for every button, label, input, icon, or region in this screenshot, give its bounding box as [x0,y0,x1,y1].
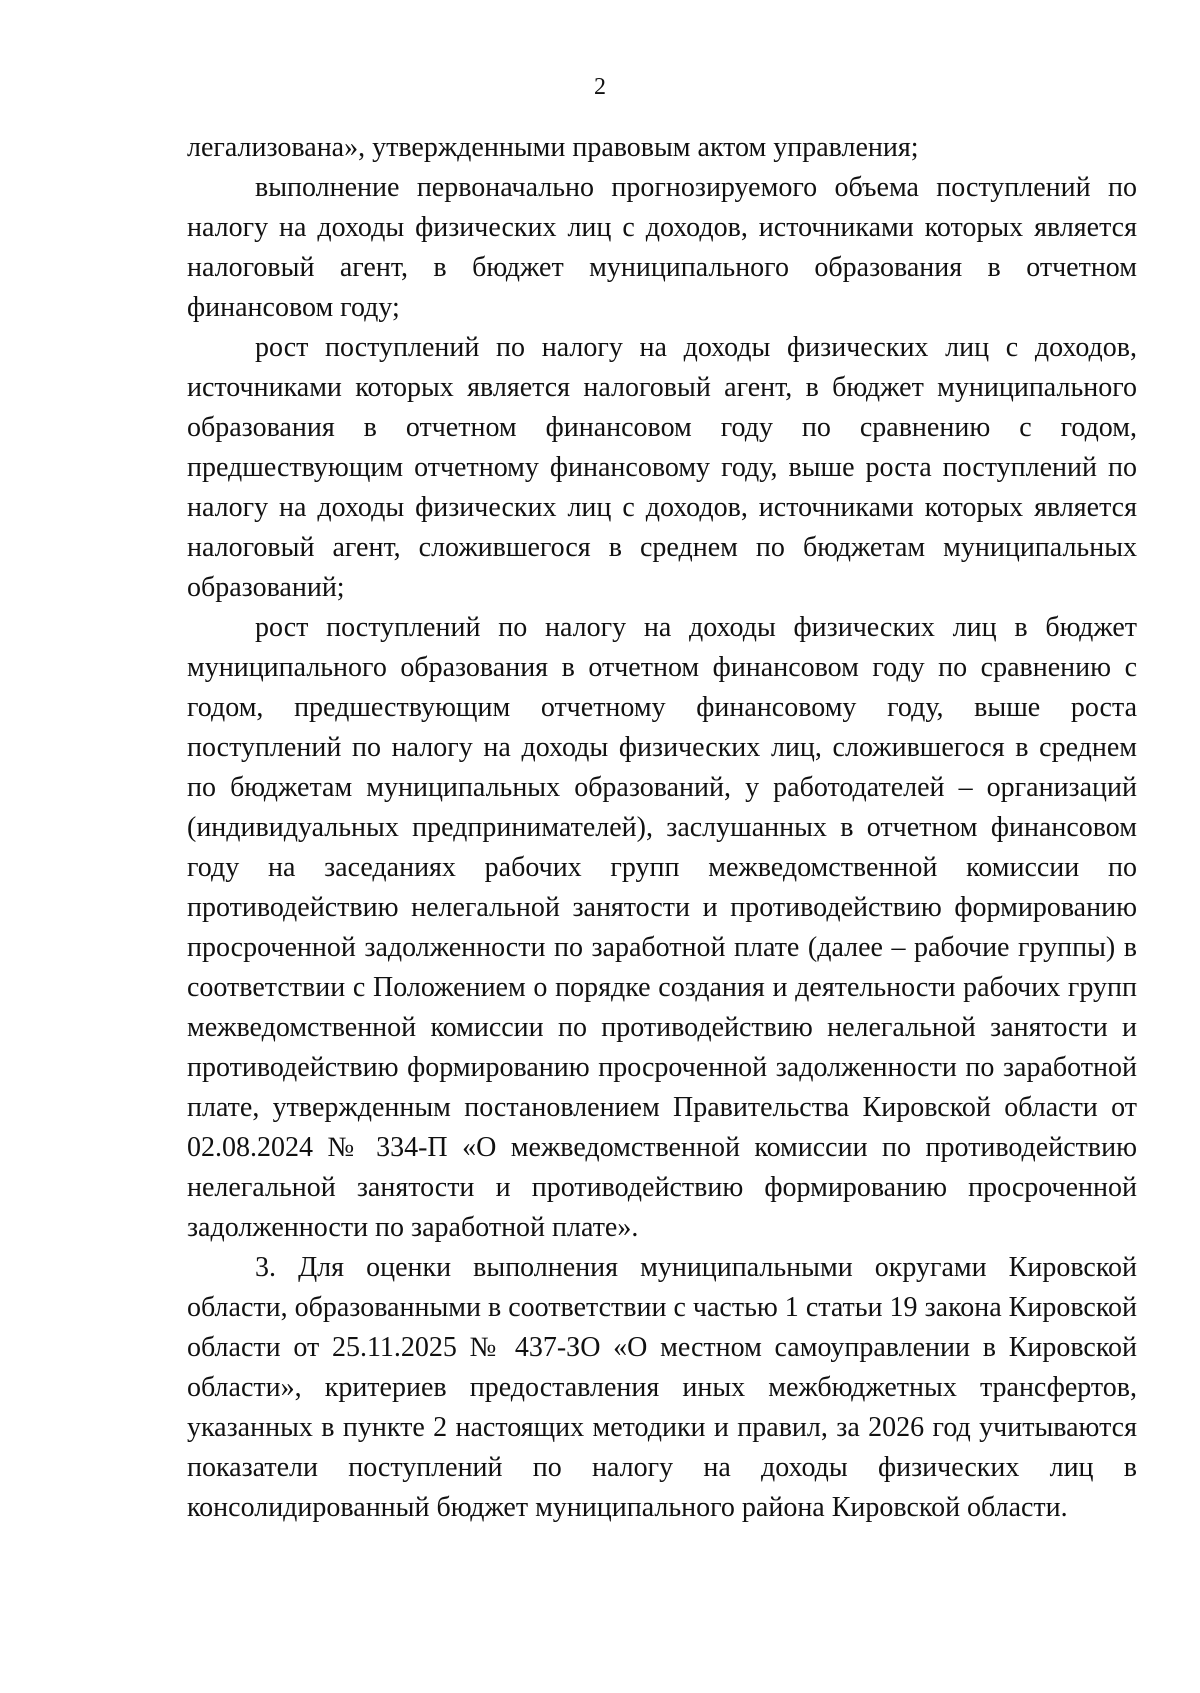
paragraph-tax-agent-growth: рост поступлений по налогу на доходы физических лиц с доходов, источниками которых является налоговый агент, в бюджет муниципального образования в отчетном финансовом году по сравнению с годом, предшествующим отчетному финансовому году, выше роста поступлений по налогу на доходы физических лиц с доходов, источниками которых является налоговый агент, сложившегося в среднем по бюджетам муниципальных образований; [187,332,1137,603]
page-number: 2 [594,74,606,100]
paragraph-item-3: 3. Для оценки выполнения муниципальными округами Кировской области, образованными в соответствии с частью 1 статьи 19 закона Кировской области от 25.11.2025 № 437-ЗО «О местном самоуправлении в Кировской области», критериев предоставления иных межбюджетных трансфертов, указанных в пункте 2 настоящих методики и правил, за 2026 год учитываются показатели поступлений по налогу на доходы физических лиц в консолидированный бюджет муниципального района Кировской области. [187,1252,1137,1523]
paragraph-plan-fulfillment: выполнение первоначально прогнозируемого объема поступлений по налогу на доходы физических лиц с доходов, источниками которых является налоговый агент, в бюджет муниципального образования в отчетном финансовом году; [187,172,1137,323]
document-body [187,128,1137,1528]
paragraph-employer-growth: рост поступлений по налогу на доходы физических лиц в бюджет муниципального образования в отчетном финансовом году по сравнению с годом, предшествующим отчетному финансовому году, выше роста поступлений по налогу на доходы физических лиц, сложившегося в среднем по бюджетам муниципальных образований, у работодателей – организаций (индивидуальных предпринимателей), заслушанных в отчетном финансовом году на заседаниях рабочих групп межведомственной комиссии по противодействию нелегальной занятости и противодействию формированию просроченной задолженности по заработной плате (далее – рабочие группы) в соответствии с Положением о порядке создания и деятельности рабочих групп межведомственной комиссии по противодействию нелегальной занятости и противодействию формированию просроченной задолженности по заработной плате, утвержденным постановлением Правительства Кировской области от 02.08.2024 № 334-П «О межведомственной комиссии по противодействию нелегальной занятости и противодействию формированию просроченной задолженности по заработной плате». [187,612,1137,1243]
paragraph-continuation: легализована», утвержденными правовым актом управления; [187,132,919,163]
